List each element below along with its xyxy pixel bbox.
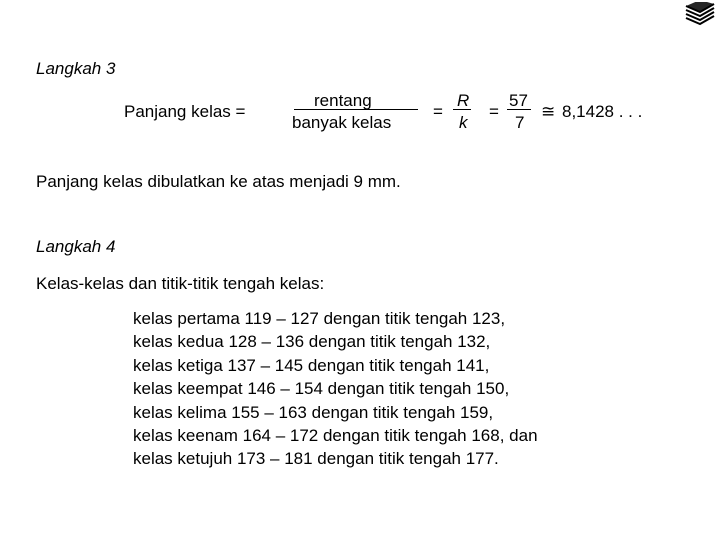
list-item: kelas ketiga 137 – 145 dengan titik tengah 141, (133, 355, 490, 375)
step4-intro: Kelas-kelas dan titik-titik tengah kelas: (36, 274, 325, 293)
book-stack-icon (684, 2, 716, 26)
fraction1-bar (294, 109, 418, 110)
fraction1-numerator: rentang (314, 91, 372, 110)
class-list (133, 307, 538, 471)
list-item: kelas kedua 128 – 136 dengan titik tengah 132, (133, 332, 491, 352)
list-item: kelas kelima 155 – 163 dengan titik tengah 159, (133, 402, 494, 422)
fraction3-bar (507, 109, 531, 110)
fraction2-bar (453, 109, 471, 110)
fraction2-denominator: k (459, 113, 468, 132)
rounding-note: Panjang kelas dibulatkan ke atas menjadi 9 mm. (36, 172, 401, 191)
list-item: kelas pertama 119 – 127 dengan titik tengah 123, (133, 309, 506, 328)
equals-sign-2: = (489, 102, 499, 121)
list-item: kelas keenam 164 – 172 dengan titik tengah 168, dan (133, 426, 538, 446)
list-item: kelas ketujuh 173 – 181 dengan titik tengah 177. (133, 449, 499, 469)
approx-value: 8,1428 . . . (562, 102, 643, 121)
step3-heading: Langkah 3 (36, 59, 116, 78)
fraction2-numerator: R (457, 91, 470, 110)
approx-symbol: ≅ (541, 102, 556, 121)
fraction3-numerator: 57 (509, 91, 528, 110)
equals-sign-1: = (433, 102, 443, 121)
list-item: kelas keempat 146 – 154 dengan titik tengah 150, (133, 379, 510, 399)
class-length-label: Panjang kelas = (124, 102, 246, 121)
step4-heading: Langkah 4 (36, 237, 116, 256)
fraction3-denominator: 7 (515, 113, 525, 132)
fraction1-denominator: banyak kelas (292, 113, 392, 132)
